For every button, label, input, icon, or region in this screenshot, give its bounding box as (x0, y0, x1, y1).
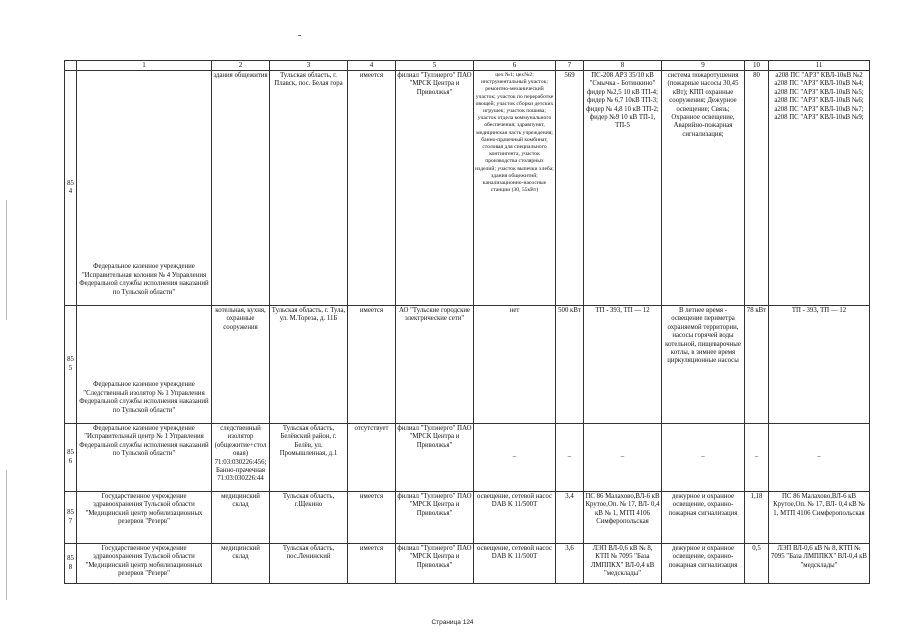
reserve-consumers-cell: дежурное и охранное освещение, охранно-пожарная сигнализация (662, 544, 745, 584)
object-cell: здания общежития (212, 71, 270, 306)
header-cell: 10 (745, 61, 769, 71)
header-cell: 7 (556, 61, 584, 71)
feeder-cell: – (584, 424, 662, 492)
page-edge-line (6, 470, 7, 600)
header-cell: 3 (270, 61, 348, 71)
object-cell: котельная, кухня, охранные сооружения (212, 306, 270, 424)
object-cell: следственный изолятор (общежитие+столовая) 71:03:030226:456; Банно-прачечная 71:03:030226:44 (212, 424, 270, 492)
data-table (64, 60, 870, 584)
table-row (65, 71, 870, 306)
page-edge-line (6, 200, 7, 320)
reserve-feeder-cell: а208 ПС "АРЗ" КВЛ-10кВ №2 а208 ПС "АРЗ" КВЛ-10кВ №4; а208 ПС "АРЗ" КВЛ-10кВ №5; а208 ПС "АРЗ" КВЛ-10кВ №6; а208 ПС "АРЗ" КВЛ-10кВ №7; а208 ПС "АРЗ" КВЛ-10кВ №9; (769, 71, 870, 306)
reserve-feeder-cell: ПС 86 Малахово,ВЛ-6 кВ Крутое,Оп. № 17, ВЛ- 0,4 кВ № 1, МТП 4106 Симферопольская (769, 492, 870, 544)
reserve-consumers-cell: дежурное и охранное освещение, охранно-пожарная сигнализация (662, 492, 745, 544)
consumers-cell: – (474, 424, 556, 492)
reserve-feeder-cell: ЛЭП ВЛ-0,6 кВ № 8, КТП № 7095 "База ЛМППКХ" ВЛ-0,4 кВ "медсклады" (769, 544, 870, 584)
row-number: 858 (65, 544, 77, 584)
header-row (65, 61, 870, 71)
reserve-consumers-cell: В летнее время - освещение периметра охраняемой территории, насосы горячей воды котельной, пищеварочные котлы, в зимнее время циркуляционные насосы (662, 306, 745, 424)
document-sheet (64, 60, 869, 584)
organization-cell: Федеральное казенное учреждение "Следственный изолятор № 1 Управления Федеральной службы исполнения наказаний по Тульской области" (77, 306, 212, 424)
address-cell: Тульская область, пос.Ленинский (270, 544, 348, 584)
organization-cell: Государственное учреждение здравоохранения Тульской области "Медицинский центр мобилизационных резервов "Резерв" (77, 492, 212, 544)
reserve-consumers-cell: система пожаротушения (пожарные насосы 30,45 кВт); КПП охранные сооружения; Дежурное освещение; Связь; Охранное освещение, Аварийно-пожарная сигнализация; (662, 71, 745, 306)
availability-cell: имеется (348, 492, 396, 544)
object-cell: медицинский склад (212, 544, 270, 584)
availability-cell: имеется (348, 544, 396, 584)
reserve-feeder-cell: ТП - 393, ТП — 12 (769, 306, 870, 424)
address-cell: Тульская область, г. Плавск, пос. Белая гора (270, 71, 348, 306)
power-cell: 3,4 (556, 492, 584, 544)
availability-cell: отсутствует (348, 424, 396, 492)
header-cell: 4 (348, 61, 396, 71)
reserve-power-cell: 78 кВт (745, 306, 769, 424)
availability-cell: имеется (348, 71, 396, 306)
header-cell (65, 61, 77, 71)
reserve-power-cell: 0,5 (745, 544, 769, 584)
feeder-cell: ПС-208 АРЗ 35/10 кВ "Смычка - Ботинкино" фидер №2,5 10 кВ ТП-4; фидер № 6,7 10кВ ТП-3; фидер № 4,8 10 кВ ТП-2; фидер №9 10 кВ ТП-1, ТП-5 (584, 71, 662, 306)
supplier-cell: филиал "Тулэнерго" ПАО "МРСК Центра и Приволжья" (396, 492, 474, 544)
reserve-power-cell: 1,18 (745, 492, 769, 544)
header-cell: 2 (212, 61, 270, 71)
availability-cell: имеется (348, 306, 396, 424)
reserve-power-cell: – (745, 424, 769, 492)
scan-mark (298, 35, 301, 36)
consumers-cell: освещение, сетевой насос DAB K 11/500T (474, 544, 556, 584)
row-number: 855 (65, 306, 77, 424)
table-row (65, 306, 870, 424)
address-cell: Тульская область, г.Щекино (270, 492, 348, 544)
reserve-feeder-cell: – (769, 424, 870, 492)
header-cell: 8 (584, 61, 662, 71)
supplier-cell: АО "Тульские городские электрические сети" (396, 306, 474, 424)
table-row (65, 544, 870, 584)
organization-cell: Федеральное казенное учреждение "Исправительный центр № 1 Управления Федеральной службы исполнения наказаний по Тульской области" (77, 424, 212, 492)
feeder-cell: ТП - 393, ТП — 12 (584, 306, 662, 424)
reserve-consumers-cell: – (662, 424, 745, 492)
address-cell: Тульская область, г. Тула, ул. М.Тореза, д. 11Б (270, 306, 348, 424)
supplier-cell: филиал "Тулэнерго" ПАО "МРСК Центра и Приволжья" (396, 424, 474, 492)
header-cell: 9 (662, 61, 745, 71)
power-cell: 500 кВт (556, 306, 584, 424)
organization-cell: Федеральное казенное учреждение "Исправительная колония № 4 Управления Федеральной службы исполнения наказаний по Тульской области" (77, 71, 212, 306)
consumers-cell: нет (474, 306, 556, 424)
address-cell: Тульская область, Белёвский район, г. Белёв, ул. Промышленная, д.1 (270, 424, 348, 492)
row-number: 857 (65, 492, 77, 544)
page-number: Страница 124 (431, 619, 474, 626)
organization-cell: Государственное учреждение здравоохранения Тульской области "Медицинский центр мобилизационных резервов "Резерв" (77, 544, 212, 584)
table-row (65, 424, 870, 492)
power-cell: 3,6 (556, 544, 584, 584)
header-cell: 1 (77, 61, 212, 71)
table-row (65, 492, 870, 544)
header-cell: 5 (396, 61, 474, 71)
supplier-cell: филиал "Тулэнерго" ПАО "МРСК Центра и Приволжья" (396, 544, 474, 584)
header-cell: 11 (769, 61, 870, 71)
consumers-cell: освещение, сетевой насос DAB K 11/500T (474, 492, 556, 544)
row-number: 856 (65, 424, 77, 492)
feeder-cell: ЛЭП ВЛ-0,6 кВ № 8, КТП № 7095 "База ЛМППКХ" ВЛ-0,4 кВ "медсклады" (584, 544, 662, 584)
consumers-cell: цех №1; цех№2; инструментальный участок; ремонтно-механический участок; участок по переработке овощей; участок сборки детских игрушек; участок пошива; участок отдела коммунального обеспечения; здравпункт, медицинская часть учреждения; банно-прачечный комбинат, столовая для специального контингента, участок производства столярных изделий; участок выпечки хлеба; здания общежитий; канализационно-насосные станции (30, 55кВт) (474, 71, 556, 306)
power-cell: 569 (556, 71, 584, 306)
feeder-cell: ПС 86 Малахово,ВЛ-6 кВ Крутое,Оп. № 17, ВЛ- 0,4 кВ № 1, МТП 4106 Симферопольская (584, 492, 662, 544)
object-cell: медицинский склад (212, 492, 270, 544)
header-cell: 6 (474, 61, 556, 71)
row-number: 854 (65, 71, 77, 306)
supplier-cell: филиал "Тулэнерго" ПАО "МРСК Центра и Приволжья" (396, 71, 474, 306)
reserve-power-cell: 80 (745, 71, 769, 306)
power-cell: – (556, 424, 584, 492)
